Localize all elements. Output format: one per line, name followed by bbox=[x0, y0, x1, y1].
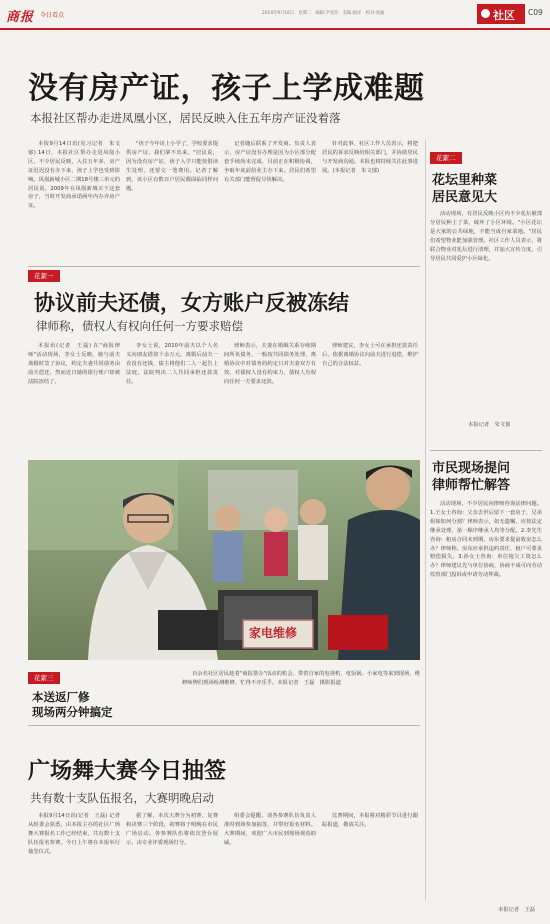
story4-paragraph-1: 本报9月14日讯(记者 王磊) 记者从组委会获悉，由本报主办的社区广场舞大赛报名工作已经结束，共有数十支队伍报名参赛。今日上午将在本报举行抽签仪式。 bbox=[28, 813, 120, 855]
story2-body-col4 bbox=[322, 342, 418, 452]
story4-subtitle: 共有数十支队伍报名，大赛明晚启动 bbox=[30, 791, 214, 805]
lead-headline: 没有房产证，孩子上学成难题 bbox=[28, 71, 425, 106]
section-badge bbox=[477, 4, 525, 24]
right-story1-headline: 花坛里种菜 居民意见大 bbox=[432, 173, 498, 205]
lead-body-col1 bbox=[28, 140, 120, 258]
story3-headline: 本送返厂修 现场两分钟搞定 bbox=[32, 690, 113, 719]
right-story1-paragraph: 活动现场，有居民反映小区内不少花坛被部分居民种上了菜，破坏了小区环境。"小区花坛是大家的公共绿地，不能当成自家菜地。"居民们希望物业能加强管理。社区工作人员表示，将联合物业对花坛进行清理，并加大宣传力度，引导居民共同爱护小区绿化。 bbox=[430, 211, 542, 262]
story4-body-col1 bbox=[28, 812, 120, 912]
date-line: 2014年9月16日 星期二 编辑:尹宪浩 美编:杨洋 校对:张颖 bbox=[262, 11, 385, 16]
right-story2-byline: 本报记者 王磊 bbox=[498, 907, 536, 913]
page-number: C09 bbox=[528, 8, 543, 17]
story4-body-col2 bbox=[126, 812, 218, 912]
caption-text: 百余名社区居民趁着"商报帮办"活动的机会，带着自家的电视机、电饭锅、小家电等来到现场，维修师傅们现场检测维修，忙得不亦乐乎。本报记者 王磊 摄影报道 bbox=[182, 671, 420, 686]
section-icon bbox=[481, 9, 490, 18]
photo-caption bbox=[182, 670, 420, 720]
lead-body-col4 bbox=[322, 140, 418, 258]
lead-paragraph-3: 记者随后联系了开发商。负责人表示，房产证没有办理是因为小区部分配套手续尚未完成，目前正在积极协调，争取年底前给业主办下来。居民们希望有关部门能督促尽快解决。 bbox=[224, 141, 316, 183]
right-story2-headline: 市民现场提问 律师帮忙解答 bbox=[432, 461, 511, 493]
story2-paragraph-3: 律师表示，夫妻在婚姻关系存续期间所负债务，一般按共同债务处理，离婚协议中对债务的约定只对夫妻双方有效，对债权人没有约束力，债权人有权向任何一方要求还款。 bbox=[224, 343, 316, 385]
photo-scene bbox=[28, 460, 420, 660]
story4-body-col3 bbox=[224, 812, 316, 912]
right-story2-body bbox=[430, 500, 542, 900]
right-story2-paragraph: 活动现场，不少居民向律师咨询法律问题。1.王女士咨询：父亲去世后留下一套房子，兄弟姐妹如何分割？律师表示，如无遗嘱，应按法定继承处理，第一顺序继承人均等分配。2.李先生咨询：租房合同未到期，房东要求提前收房怎么办？律师称，房东应承担违约责任，租户可要求赔偿损失。3.孙女士咨询：单位拖欠工资怎么办？律师建议先与单位协商，协商不成可向劳动监察部门投诉或申请劳动仲裁。 bbox=[430, 501, 542, 579]
story2-paragraph-2: 李女士说，2010年前夫以个人名义向朋友借款十余万元，离婚后前夫一直没有还钱，债主将他们二人一起告上法庭，法院判决二人共同承担还款责任。 bbox=[126, 343, 218, 385]
story4-paragraph-3: 组委会提醒，请各参赛队伍负责人准时到场参加抽签，并带好报名材料。大赛期间，欢迎广大市民到现场观看助威。 bbox=[224, 813, 316, 846]
story3-tag: 花絮三 bbox=[28, 672, 60, 684]
story2-body-col1 bbox=[28, 342, 120, 452]
lead-body-col2 bbox=[126, 140, 218, 258]
lead-paragraph-2: "孩子今年该上小学了，学校要求提供房产证，我们拿不出来。"居民说，因为没有房产证，孩子入学只能按借读生处理，还要交一笔费用。记者了解到，该小区有数百户居民都面临同样问题。 bbox=[126, 141, 218, 192]
newspaper-logo: 商报 bbox=[6, 10, 35, 25]
lead-subtitle: 本报社区帮办走进凤凰小区，居民反映入住五年房产证没着落 bbox=[30, 111, 341, 125]
section-name: 社区 bbox=[493, 9, 515, 22]
right-story1-byline: 本报记者 朱文郁 bbox=[468, 422, 511, 428]
story2-subtitle: 律师称，债权人有权向任何一方要求赔偿 bbox=[36, 319, 243, 333]
story4-paragraph-4: 比赛期间，本报将对精彩节目进行跟踪报道，敬请关注。 bbox=[322, 813, 418, 828]
story2-body-col2 bbox=[126, 342, 218, 452]
story4-headline: 广场舞大赛今日抽签 bbox=[28, 758, 227, 784]
masthead bbox=[0, 0, 550, 28]
repair-sign-text: 家电维修 bbox=[249, 626, 298, 640]
lead-paragraph-4: 针对此事，社区工作人员表示，将把居民的诉求反映给相关部门，并协助居民与开发商沟通。本报也将持续关注此事进展。(本报记者 朱文郁) bbox=[322, 141, 418, 174]
story2-body-col3 bbox=[224, 342, 316, 452]
logo-subtitle: 今日看点 bbox=[40, 12, 65, 19]
story2-paragraph-1: 本报讯(记者 王磊) 在"商报律师"活动现场，李女士反映，她与前夫离婚时签了协议，约定夫妻共同债务由前夫偿还，然而近日她的银行账户却被法院冻结了。 bbox=[28, 343, 120, 385]
lead-body-col3 bbox=[224, 140, 316, 258]
story2-tag: 花絮一 bbox=[28, 270, 60, 282]
story2-paragraph-4: 律师建议，李女士可在承担还款责任后，依据离婚协议向前夫进行追偿，维护自己的合法权益。 bbox=[322, 343, 418, 367]
story2-headline: 协议前夫还债，女方账户反被冻结 bbox=[34, 290, 349, 315]
story4-paragraph-2: 据了解，本次大赛分为初赛、复赛和决赛三个阶段，初赛将于明晚在市民广场启动。各参赛队伍将依次登台展示，由专业评委现场打分。 bbox=[126, 813, 218, 846]
right-story1-body bbox=[430, 210, 542, 415]
right-tag: 花絮二 bbox=[430, 152, 462, 164]
news-photo bbox=[28, 460, 420, 660]
lead-paragraph-1: 本报9月14日讯(见习记者 朱文郁) 14日，本报社区帮办走进凤凰小区，不少居民反映，入住五年多，房产证迟迟没有办下来，孩子上学也受到影响。凤凰新城小区二期18号楼三单元的居民说，2009年在凤凰新城买下这套房子，当时开发商承诺两年内办齐房产证。 bbox=[28, 141, 120, 210]
story4-body-col4 bbox=[322, 812, 418, 912]
